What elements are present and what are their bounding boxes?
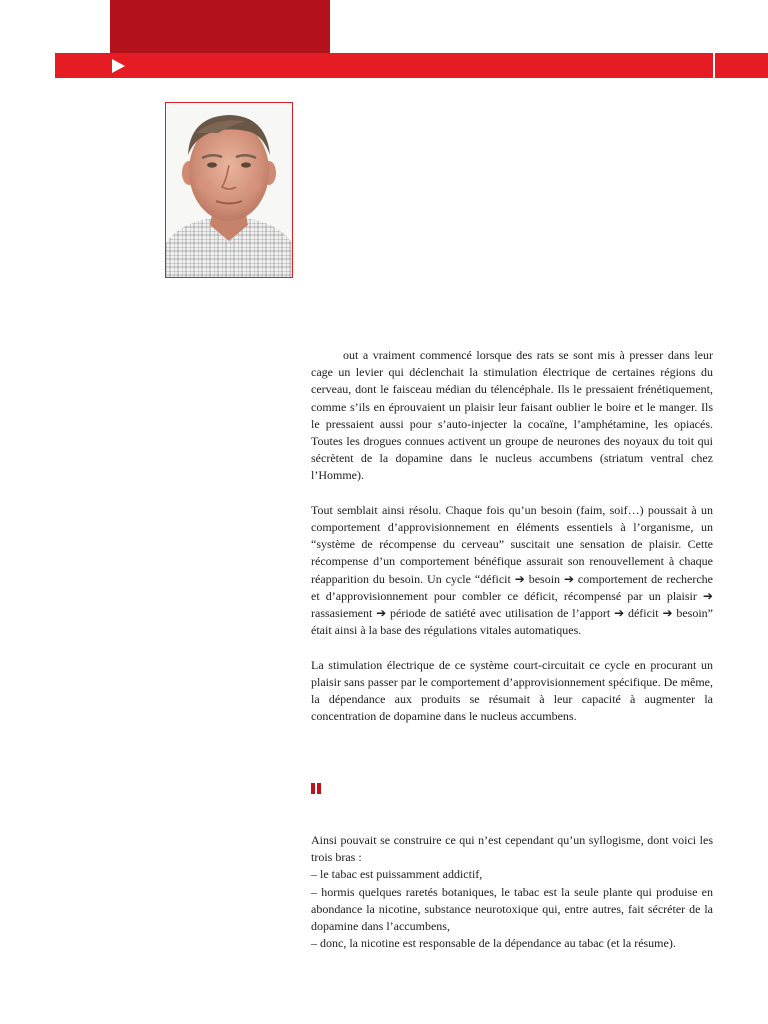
- header-band-divider: [713, 53, 715, 78]
- article-paragraph: La stimulation électrique de ce système court-circuitait ce cycle en procurant un plaisir sans passer par le comportement d’approvisionnement spécifique. De même, la dépendance aux produits se résumait à leur capacité à augmenter la concentration de dopamine dans le nucleus accumbens.: [311, 657, 713, 724]
- play-triangle-icon: [112, 59, 125, 73]
- article-paragraph: out a vraiment commencé lorsque des rats se sont mis à presser dans leur cage un levier qui déclenchait la stimulation électrique de certaines régions du cerveau, dont le faisceau médian du télencéphale. Ils le pressaient frénétiquement, comme s’ils en éprouvaient un plaisir leur faisant oublier le boire et le manger. Ils le pressaient aussi pour s’auto-injecter la cocaïne, l’amphétamine, les opiacés. Toutes les drogues connues activent un groupe de neurones des noyaux du toit qui sécrètent de la dopamine dans le nucleus accumbens (striatum ventral chez l’Homme).: [311, 348, 713, 483]
- syllogism-block: [311, 832, 713, 952]
- list-item: – hormis quelques raretés botaniques, le tabac est la seule plante qui produise en abondance la nicotine, substance neurotoxique qui, entre autres, fait sécréter de la dopamine dans l’accumbens,: [311, 884, 713, 934]
- double-bar-marker-icon: [311, 783, 322, 794]
- list-item: – le tabac est puissamment addictif,: [311, 867, 483, 882]
- syllogism-intro: Ainsi pouvait se construire ce qui n’est cependant qu’un syllogisme, dont voici les trois bras :: [311, 833, 713, 865]
- author-portrait: [165, 102, 293, 278]
- list-item: – donc, la nicotine est responsable de la dépendance au tabac (et la résume).: [311, 936, 676, 951]
- article-body: [311, 347, 713, 725]
- portrait-photo: [166, 103, 292, 277]
- article-paragraph: Tout semblait ainsi résolu. Chaque fois qu’un besoin (faim, soif…) poussait à un comportement d’approvisionnement en éléments essentiels à l’organisme, un “système de récompense du cerveau” suscitait une sensation de plaisir. Cette récompense d’un comportement bénéfique assurait son renouvellement à chaque réapparition du besoin. Un cycle “déficit ➔ besoin ➔ comportement de recherche et d’approvisionnement pour combler ce déficit, récompensé par un plaisir ➔ rassasiement ➔ période de satiété avec utilisation de l’apport ➔ déficit ➔ besoin” était ainsi à la base des régulations vitales automatiques.: [311, 502, 713, 638]
- header-tab: [110, 0, 330, 53]
- header-band: [55, 53, 768, 78]
